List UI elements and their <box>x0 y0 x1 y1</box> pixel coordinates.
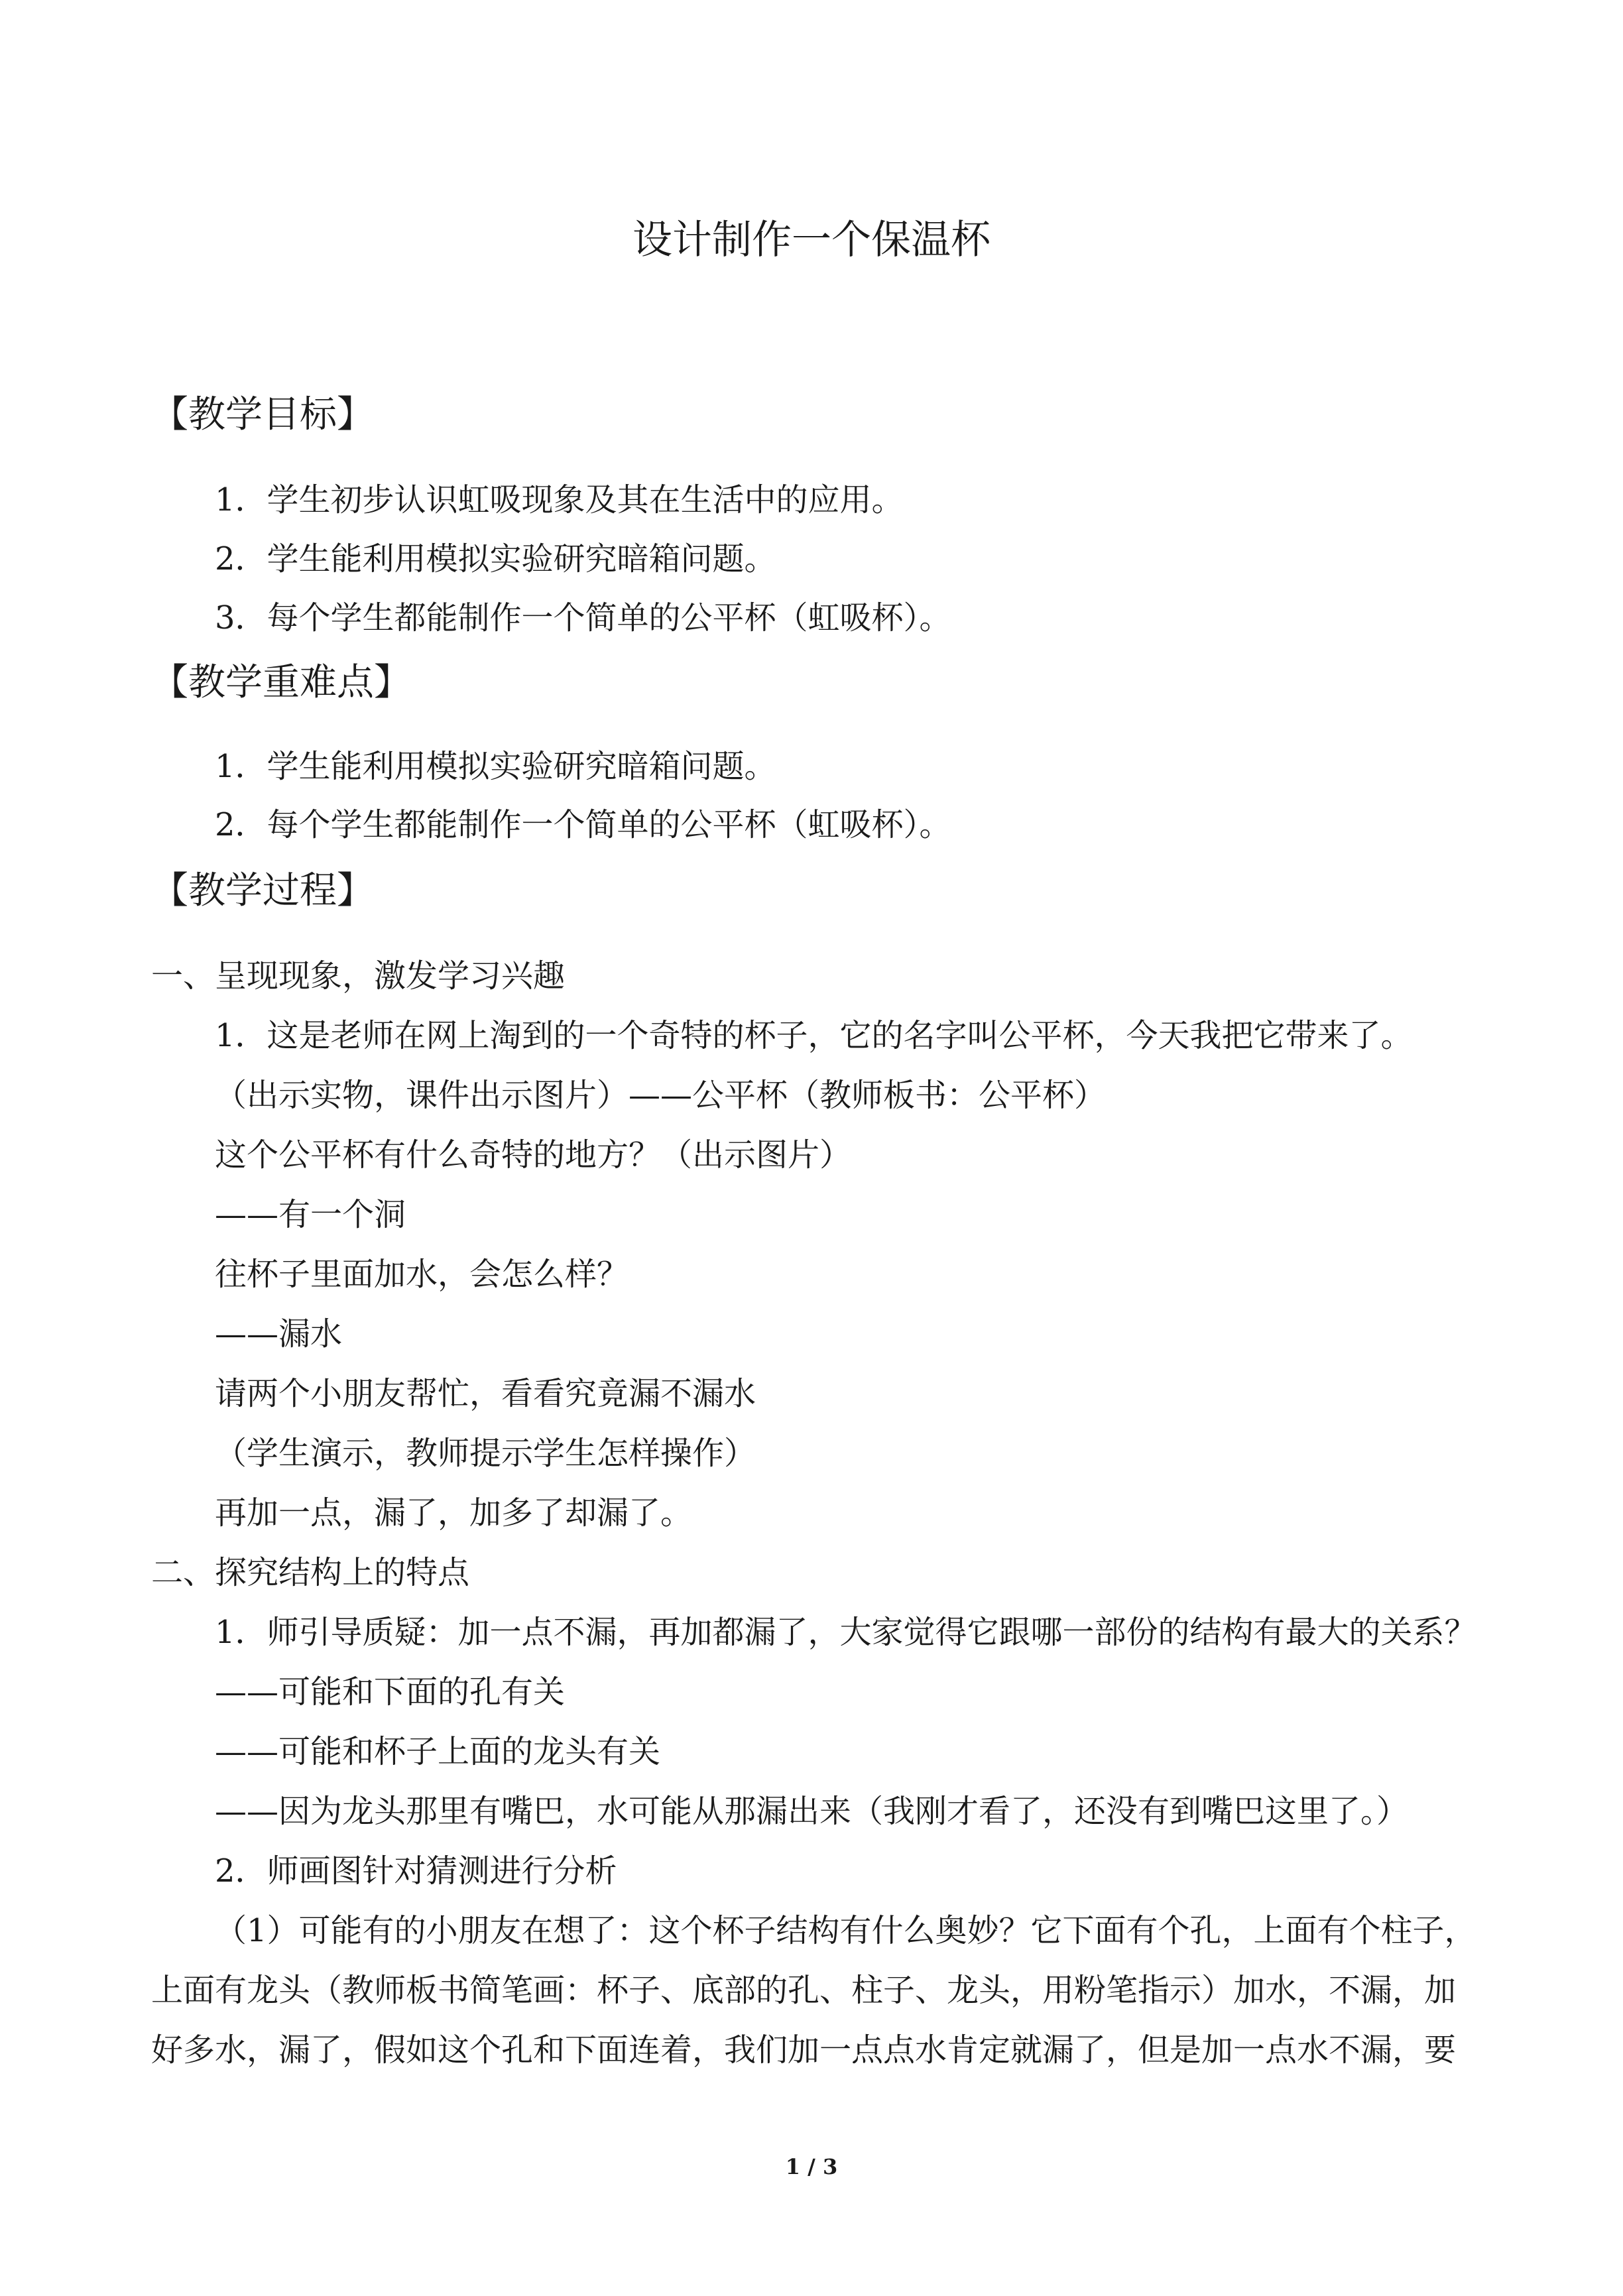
paragraph-line: 1．师引导质疑：加一点不漏，再加都漏了，大家觉得它跟哪一部份的结构有最大的关系？ <box>215 1614 1476 1651</box>
key-point-item: 2．每个学生都能制作一个简单的公平杯（虹吸杯）。 <box>215 806 951 843</box>
section-heading-key-points: 【教学重难点】 <box>151 661 411 704</box>
subsection-heading: 二、探究结构上的特点 <box>151 1554 470 1591</box>
paragraph-line: （1）可能有的小朋友在想了：这个杯子结构有什么奥妙？它下面有个孔，上面有个柱子， <box>215 1912 1476 1949</box>
paragraph-line: 上面有龙头（教师板书简笔画：杯子、底部的孔、柱子、龙头，用粉笔指示）加水，不漏，加 <box>151 1972 1457 2009</box>
section-heading-objectives: 【教学目标】 <box>151 393 374 436</box>
paragraph-line: （学生演示，教师提示学生怎样操作） <box>215 1435 756 1472</box>
key-point-item: 1．学生能利用模拟实验研究暗箱问题。 <box>215 748 776 785</box>
paragraph-line: ——漏水 <box>215 1315 343 1353</box>
paragraph-line: 2．师画图针对猜测进行分析 <box>215 1852 617 1890</box>
document-title: 设计制作一个保温杯 <box>632 217 991 263</box>
objective-item: 1．学生初步认识虹吸现象及其在生活中的应用。 <box>215 481 904 518</box>
paragraph-line: 1．这是老师在网上淘到的一个奇特的杯子，它的名字叫公平杯，今天我把它带来了。 <box>215 1017 1413 1054</box>
paragraph-line: 请两个小朋友帮忙，看看究竟漏不漏水 <box>215 1375 756 1412</box>
paragraph-line: ——可能和下面的孔有关 <box>215 1673 566 1711</box>
subsection-heading: 一、呈现现象，激发学习兴趣 <box>151 957 566 995</box>
objective-item: 2．学生能利用模拟实验研究暗箱问题。 <box>215 540 776 577</box>
paragraph-line: ——可能和杯子上面的龙头有关 <box>215 1733 661 1770</box>
paragraph-line: ——因为龙头那里有嘴巴，水可能从那漏出来（我刚才看了，还没有到嘴巴这里了。） <box>215 1793 1409 1830</box>
paragraph-line: ——有一个洞 <box>215 1196 406 1233</box>
paragraph-line: 往杯子里面加水，会怎么样？ <box>215 1256 629 1293</box>
section-heading-process: 【教学过程】 <box>151 869 374 912</box>
paragraph-line: 这个公平杯有什么奇特的地方？（出示图片） <box>215 1136 852 1174</box>
page-number: 1 / 3 <box>785 2154 838 2179</box>
paragraph-line: （出示实物，课件出示图片）——公平杯（教师板书：公平杯） <box>215 1077 1107 1114</box>
objective-item: 3．每个学生都能制作一个简单的公平杯（虹吸杯）。 <box>215 599 951 636</box>
paragraph-line: 好多水，漏了，假如这个孔和下面连着，我们加一点点水肯定就漏了，但是加一点水不漏，要 <box>151 2031 1457 2069</box>
paragraph-line: 再加一点，漏了，加多了却漏了。 <box>215 1494 693 1532</box>
